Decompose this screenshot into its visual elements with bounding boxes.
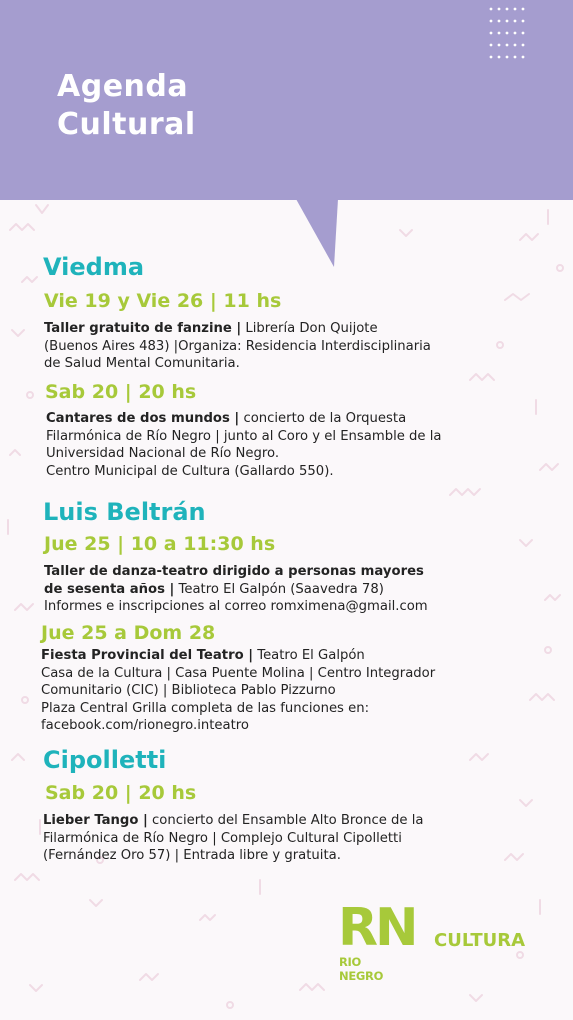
speech-bubble-tail	[296, 199, 338, 267]
event-name: de sesenta años |	[44, 581, 175, 597]
event-detail: Universidad Nacional de Río Negro.	[46, 446, 280, 461]
event-date: Jue 25 | 10 a 11:30 hs	[44, 533, 276, 555]
event-detail: Plaza Central Grilla completa de las funciones en:	[41, 700, 370, 716]
event-name: Cantares de dos mundos |	[46, 411, 240, 426]
city-heading-viedma: Viedma	[43, 253, 145, 281]
event-description	[44, 563, 428, 616]
event-detail: Comunitario (CIC) | Biblioteca Pablo Pizzurno	[41, 683, 336, 698]
event-date: Sab 20 | 20 hs	[45, 381, 197, 403]
event-detail: Teatro El Galpón (Saavedra 78)	[174, 581, 384, 597]
event-detail: (Buenos Aires 483) |Organiza: Residencia Interdisciplinaria	[44, 338, 431, 354]
decorative-dots	[488, 6, 528, 66]
event-date: Vie 19 y Vie 26 | 11 hs	[44, 290, 282, 312]
event-description	[43, 812, 423, 865]
event-name: Taller gratuito de fanzine |	[44, 321, 242, 336]
logo-mark: RN	[338, 898, 416, 958]
event-detail: Casa de la Cultura | Casa Puente Molina | Centro Integrador	[41, 665, 436, 681]
city-heading-luis-beltran: Luis Beltrán	[43, 498, 206, 526]
event-detail: Teatro El Galpón	[253, 648, 365, 663]
event-description	[44, 320, 431, 373]
event-date: Jue 25 a Dom 28	[41, 622, 216, 644]
event-name: Taller de danza-teatro dirigido a personas mayores	[44, 564, 424, 579]
event-detail: de Salud Mental Comunitaria.	[44, 356, 240, 371]
event-detail: Informes e inscripciones al correo romximena@gmail.com	[44, 599, 428, 614]
page-title	[57, 68, 196, 144]
event-detail: Centro Municipal de Cultura (Gallardo 550).	[46, 463, 334, 479]
event-detail: facebook.com/rionegro.inteatro	[41, 718, 249, 733]
event-name: Lieber Tango |	[43, 813, 148, 828]
logo-subtitle: RIO NEGRO	[339, 955, 384, 983]
logo-label: CULTURA	[434, 930, 526, 951]
event-detail: Filarmónica de Río Negro | Complejo Cultural Cipolletti	[43, 830, 402, 846]
event-name: Fiesta Provincial del Teatro |	[41, 648, 254, 663]
event-detail: Filarmónica de Río Negro | junto al Coro y el Ensamble de la	[46, 428, 442, 444]
event-description	[41, 647, 435, 735]
event-detail: (Fernández Oro 57) | Entrada libre y gratuita.	[43, 848, 341, 863]
city-heading-cipolletti: Cipolletti	[43, 746, 167, 774]
event-detail: concierto de la Orquesta	[239, 411, 407, 426]
title-line-1: Agenda	[57, 69, 189, 104]
event-date: Sab 20 | 20 hs	[45, 782, 197, 804]
event-description	[46, 410, 441, 480]
event-detail: Librería Don Quijote	[241, 321, 378, 336]
event-detail: concierto del Ensamble Alto Bronce de la	[147, 813, 424, 828]
title-line-2: Cultural	[57, 107, 196, 142]
